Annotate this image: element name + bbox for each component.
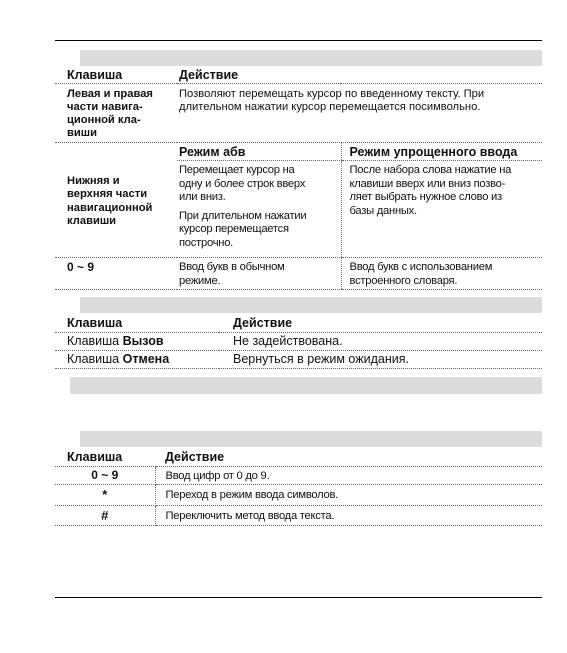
- section-band-3: [70, 377, 542, 394]
- table-row: [55, 333, 542, 351]
- header-action: Действие: [219, 315, 542, 333]
- table-row: [55, 142, 542, 161]
- top-rule: [55, 40, 542, 41]
- section-band-4: [80, 431, 542, 447]
- table-header-row: [55, 68, 542, 83]
- action-call: Не задействована.: [219, 333, 542, 351]
- mode-abc-action: Перемещает курсор на одну и более строк вверх или вниз. При длительном нажатии курсор перемещается построчно.: [177, 161, 341, 258]
- key-star: *: [55, 485, 155, 506]
- key-left-right-nav: Левая и правая части навига- ционной кла- виши: [55, 83, 177, 142]
- header-key: Клавиша: [55, 68, 177, 83]
- table-call-keys: [55, 315, 542, 369]
- mode-simplified-action: После набора слова нажатие на клавиши вверх или вниз позво- ляет выбрать нужное слово из базы данных.: [341, 161, 542, 258]
- mode-abc-digits-action: Ввод букв в обычном режиме.: [177, 258, 341, 290]
- header-key: Клавиша: [55, 315, 219, 333]
- key-call: Клавиша Вызов: [55, 333, 219, 351]
- header-key: Клавиша: [55, 450, 155, 466]
- table-row: [55, 505, 542, 526]
- table-row: [55, 485, 542, 506]
- bottom-rule: [55, 597, 542, 598]
- table-row: [55, 351, 542, 369]
- key-hash: #: [55, 505, 155, 526]
- action-star: Переход в режим ввода символов.: [155, 485, 542, 506]
- key-cancel: Клавиша Отмена: [55, 351, 219, 369]
- table-row: [55, 466, 542, 485]
- action-left-right-nav: Позволяют перемещать курсор по введенному тексту. При длительном нажатии курсор перемещается посимвольно.: [177, 83, 542, 142]
- header-action: Действие: [155, 450, 542, 466]
- table-header-row: [55, 315, 542, 333]
- mode-simplified-header: Режим упрощенного ввода: [341, 142, 542, 161]
- key-up-down-nav: Нижняя и верхняя части навигационной клавиши: [55, 142, 177, 258]
- header-action: Действие: [177, 68, 542, 83]
- table-row: [55, 258, 542, 290]
- section-band-1: [80, 50, 542, 66]
- section-band-2: [80, 297, 542, 313]
- action-cancel: Вернуться в режим ожидания.: [219, 351, 542, 369]
- table-row: [55, 83, 542, 142]
- mode-simplified-digits-action: Ввод букв с использованием встроенного словаря.: [341, 258, 542, 290]
- mode-abc-header: Режим абв: [177, 142, 341, 161]
- key-digits: 0 ~ 9: [55, 466, 155, 485]
- table-text-input-keys: [55, 68, 542, 290]
- table-digit-keys: [55, 450, 542, 526]
- key-0-9: 0 ~ 9: [55, 258, 177, 290]
- action-hash: Переключить метод ввода текста.: [155, 505, 542, 526]
- action-digits: Ввод цифр от 0 до 9.: [155, 466, 542, 485]
- table-header-row: [55, 450, 542, 466]
